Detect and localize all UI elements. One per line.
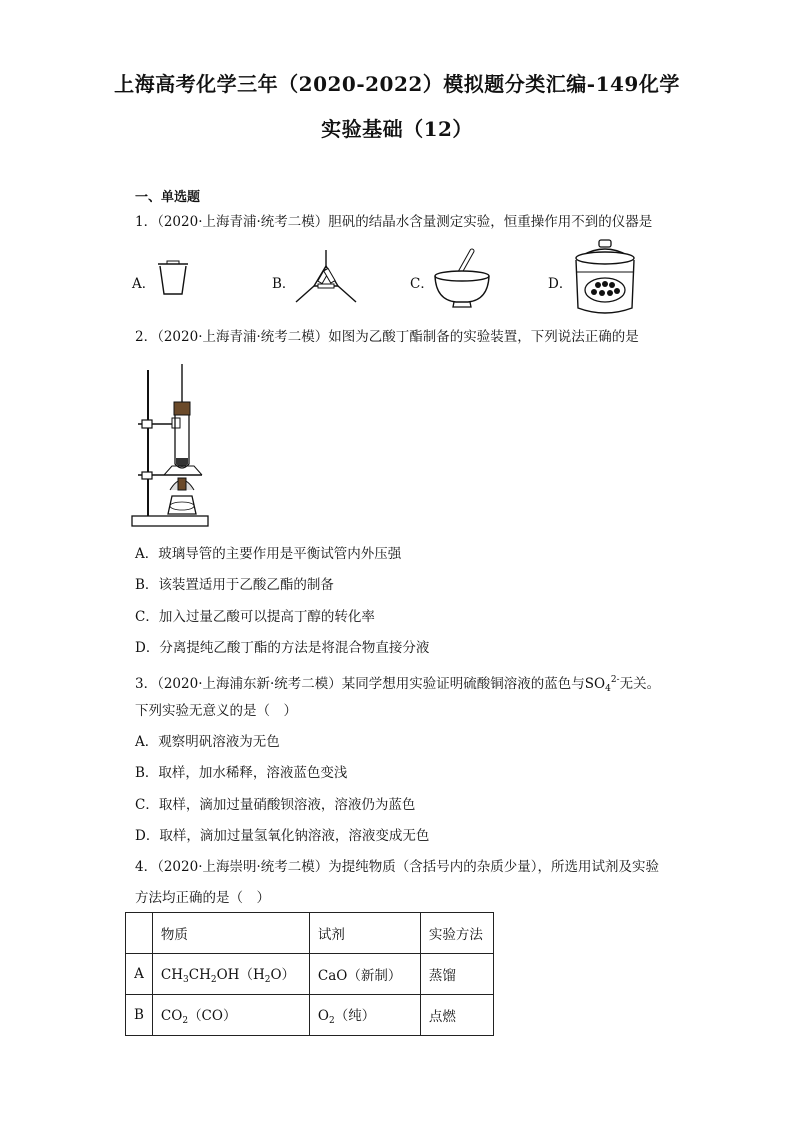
method-cell: 点燃 [420,995,493,1036]
question-1-text: 1．（2020·上海青浦·统考二模）胆矾的结晶水含量测定实验，恒重操作用不到的仪器是 [135,214,653,230]
crucible-icon [155,260,191,298]
question-3-text-line2: 下列实验无意义的是（ ） [135,703,297,719]
section-heading: 一、单选题 [135,190,201,205]
q2-option-b: B．该装置适用于乙酸乙酯的制备 [135,577,334,593]
row-label: A [126,954,153,995]
q3-superscript: 2- [610,675,620,685]
q2-option-d: D．分离提纯乙酸丁酯的方法是将混合物直接分液 [135,640,430,656]
q3-option-a: A．观察明矾溶液为无色 [135,734,280,750]
question-2-text: 2．（2020·上海青浦·统考二模）如图为乙酸丁酯制备的实验装置，下列说法正确的是 [135,329,639,345]
table-header-cell [126,913,153,954]
table-header-cell: 实验方法 [420,913,493,954]
substance-cell: $CH_3CH_2OH(H_2O)$ [152,954,309,995]
q3-option-b: B．取样，加水稀释，溶液蓝色变浅 [135,765,348,781]
question-4-text-line2: 方法均正确的是（ ） [135,890,270,906]
q1-option-c-label: C． [410,276,434,292]
document-title-line2: 实验基础（12） [321,117,473,141]
table-header-cell: 物质 [152,913,309,954]
reagent-cell: $O_2$（纯） [309,995,420,1036]
q3-option-d: D．取样，滴加过量氢氧化钠溶液，溶液变成无色 [135,828,430,844]
table-header-row [126,913,494,954]
document-title-line1: 上海高考化学三年（2020-2022）模拟题分类汇编-149化学 [114,72,680,96]
clay-triangle-icon [294,248,358,306]
q2-option-c: C．加入过量乙酸可以提高丁醇的转化率 [135,609,375,625]
q2-option-a: A．玻璃导管的主要作用是平衡试管内外压强 [135,546,402,562]
row-label: B [126,995,153,1036]
q1-option-b-label: B． [272,276,296,292]
purification-table [125,912,494,1036]
method-cell: 蒸馏 [420,954,493,995]
mortar-pestle-icon [432,248,492,310]
table-header-cell: 试剂 [309,913,420,954]
table-row [126,954,494,995]
question-3-text [135,670,660,699]
desiccator-icon [572,238,638,318]
q3-subscript: 4 [605,684,611,694]
substance-cell: $CO_2(CO)$ [152,995,309,1036]
table-row [126,995,494,1036]
question-4-text: 4．（2020·上海崇明·统考二模）为提纯物质（含括号内的杂质少量），所选用试剂及实验 [135,859,660,875]
esterification-apparatus-icon [128,362,210,530]
q1-option-a-label: A． [132,276,156,292]
q1-option-d-label: D． [548,276,573,292]
q3-option-c: C．取样，滴加过量硝酸钡溶液，溶液仍为蓝色 [135,797,416,813]
reagent-cell: CaO（新制） [309,954,420,995]
q3-text-part1: 3．（2020·上海浦东新·统考二模）某同学想用实验证明硫酸铜溶液的蓝色与SO [135,676,606,692]
q3-text-part2: 无关。 [619,676,661,692]
